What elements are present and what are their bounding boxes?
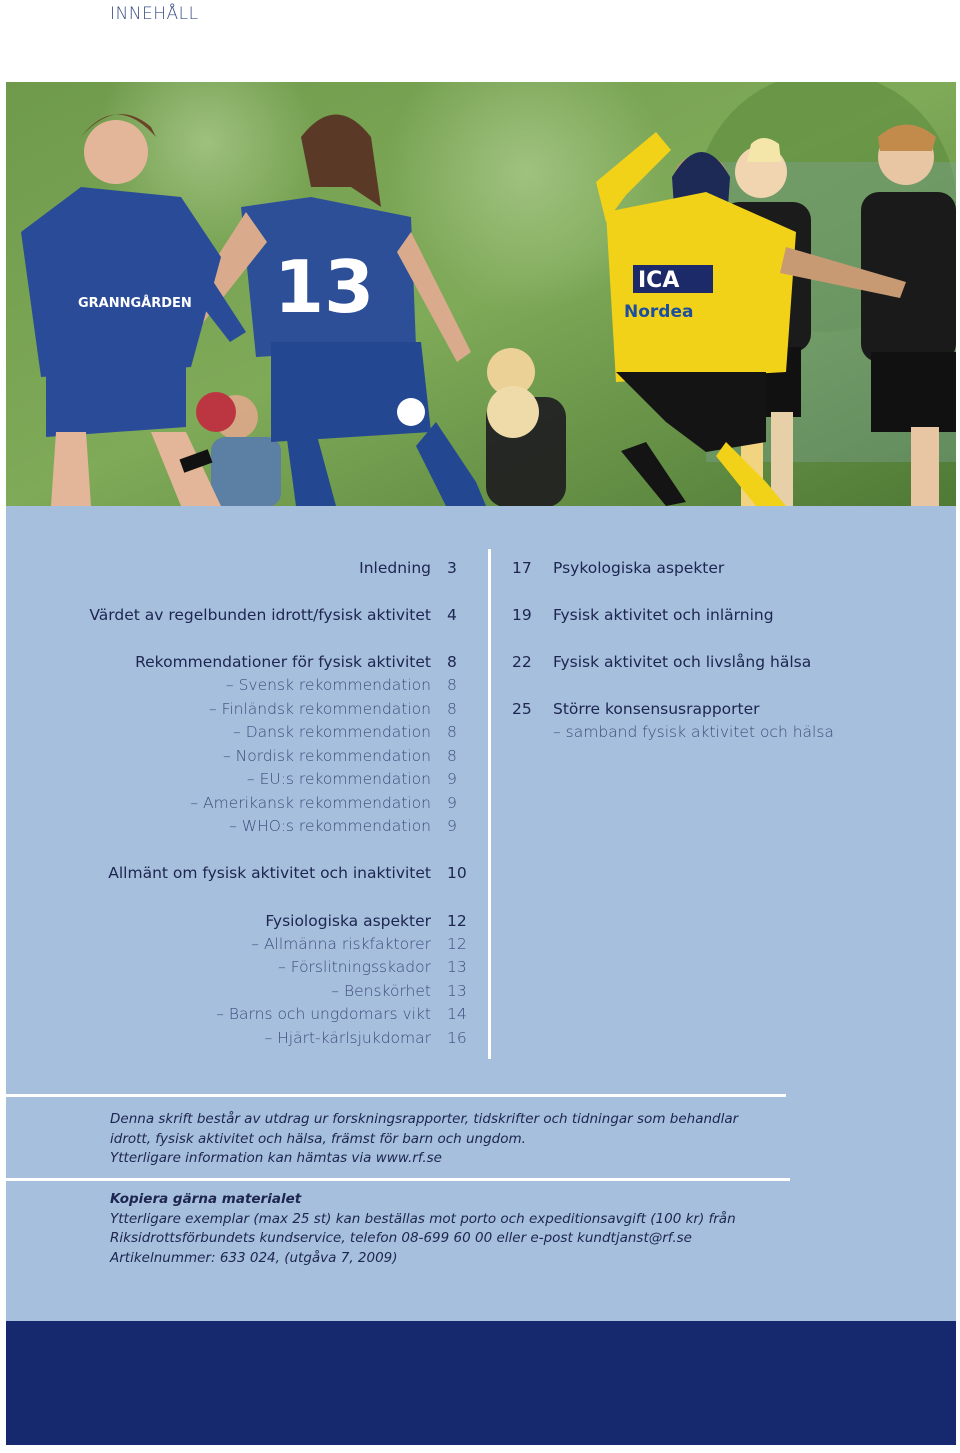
- toc-entry-page: 17: [512, 559, 532, 577]
- toc-entry-label: – Barns och ungdomars vikt: [216, 1005, 431, 1023]
- column-divider: [488, 549, 491, 1059]
- toc-entry: [6, 747, 457, 769]
- toc-entry-label: – Svensk rekommendation: [225, 676, 431, 694]
- toc-entry-page: 9: [447, 794, 457, 812]
- toc-entry: [6, 935, 467, 957]
- toc-entry: [6, 912, 467, 934]
- copy-line-3: Artikelnummer: 633 024, (utgåva 7, 2009): [110, 1249, 398, 1266]
- toc-entry-page: 13: [447, 958, 467, 976]
- toc-entry-label: Rekommendationer för fysisk aktivitet: [135, 653, 431, 671]
- copy-line-1: Ytterligare exemplar (max 25 st) kan beställas mot porto och expeditionsavgift (100 kr) från: [110, 1210, 736, 1227]
- toc-entry-label: – Nordisk rekommendation: [222, 747, 431, 765]
- info-line-1: Denna skrift består av utdrag ur forskningsrapporter, tidskrifter och tidningar som behandlar: [110, 1111, 739, 1127]
- toc-entry-label: – samband fysisk aktivitet och hälsa: [553, 723, 834, 741]
- toc-entry: [6, 676, 457, 698]
- toc-entry: [6, 794, 457, 816]
- toc-entry-label: – WHO:s rekommendation: [229, 817, 431, 835]
- toc-entry-label: Värdet av regelbunden idrott/fysisk aktivitet: [89, 606, 431, 624]
- toc-entry-label: – Dansk rekommendation: [233, 723, 431, 741]
- cover-photo: [6, 82, 956, 506]
- toc-entry: [6, 864, 467, 886]
- toc-entry-label: Större konsensusrapporter: [553, 700, 760, 718]
- toc-entry-page: 9: [447, 817, 457, 835]
- toc-entry-page: 8: [447, 653, 457, 671]
- rule-middle: [6, 1178, 790, 1181]
- toc-entry-page: 9: [447, 770, 457, 788]
- toc-entry-label: – Allmänna riskfaktorer: [251, 935, 431, 953]
- toc-entry: [6, 606, 457, 628]
- toc-entry: [6, 982, 467, 1004]
- toc-entry-page: 4: [447, 606, 457, 624]
- sponsor-granngarden: GRANNGÅRDEN: [78, 296, 192, 311]
- copy-note: [110, 1190, 736, 1268]
- toc-entry-page: 22: [512, 653, 532, 671]
- toc-entry-page: 12: [447, 935, 467, 953]
- sponsor-ica: ICA: [638, 268, 680, 293]
- toc-entry-page: 8: [447, 700, 457, 718]
- toc-entry-page: 10: [447, 864, 467, 882]
- info-line-3: Ytterligare information kan hämtas via www.rf.se: [110, 1150, 442, 1166]
- toc-entry-label: Fysisk aktivitet och livslång hälsa: [553, 653, 812, 671]
- toc-entry-label: – Förslitningsskador: [278, 958, 431, 976]
- info-note: [110, 1110, 738, 1169]
- toc-entry: [6, 1029, 467, 1051]
- footer-band: [6, 1321, 956, 1445]
- toc-entry: [6, 700, 457, 722]
- section-title: INNEHÅLL: [110, 4, 199, 24]
- toc-entry: [6, 1005, 467, 1027]
- toc-entry-page: 8: [447, 747, 457, 765]
- rule-top: [6, 1094, 786, 1097]
- copy-line-2: Riksidrottsförbundets kundservice, telefon 08-699 60 00 eller e-post kundtjanst@rf.se: [110, 1230, 692, 1246]
- toc-entry-label: – Amerikansk rekommendation: [190, 794, 431, 812]
- toc-entry-page: 12: [447, 912, 467, 930]
- toc-entry: [6, 817, 457, 839]
- toc-entry-label: Allmänt om fysisk aktivitet och inaktivitet: [108, 864, 431, 882]
- toc-entry-page: 13: [447, 982, 467, 1000]
- toc-entry-label: Fysisk aktivitet och inlärning: [553, 606, 774, 624]
- info-line-2: idrott, fysisk aktivitet och hälsa, främst för barn och ungdom.: [110, 1130, 526, 1147]
- toc-entry-label: – EU:s rekommendation: [246, 770, 431, 788]
- toc-entry-page: 19: [512, 606, 532, 624]
- toc-entry: [6, 653, 457, 675]
- toc-entry-page: 14: [447, 1005, 467, 1023]
- toc-entry-page: 16: [447, 1029, 467, 1047]
- toc-entry-page: 3: [447, 559, 457, 577]
- toc-entry-page: 8: [447, 676, 457, 694]
- toc-entry: [6, 723, 457, 745]
- toc-entry-page: 8: [447, 723, 457, 741]
- toc-entry-label: – Finländsk rekommendation: [208, 700, 431, 718]
- toc-entry: [6, 958, 467, 980]
- toc-entry-label: Inledning: [359, 559, 431, 577]
- toc-entry-label: – Benskörhet: [331, 982, 431, 1000]
- jersey-number: 13: [274, 245, 375, 329]
- toc-entry: [6, 770, 457, 792]
- toc-entry-label: – Hjärt-kärlsjukdomar: [264, 1029, 431, 1047]
- sponsor-nordea: Nordea: [624, 302, 694, 322]
- toc-entry-label: Fysiologiska aspekter: [265, 912, 431, 930]
- toc-entry: [6, 559, 457, 581]
- copy-note-title: Kopiera gärna materialet: [110, 1191, 302, 1207]
- toc-entry-page: 25: [512, 700, 532, 718]
- toc-entry-label: Psykologiska aspekter: [553, 559, 725, 577]
